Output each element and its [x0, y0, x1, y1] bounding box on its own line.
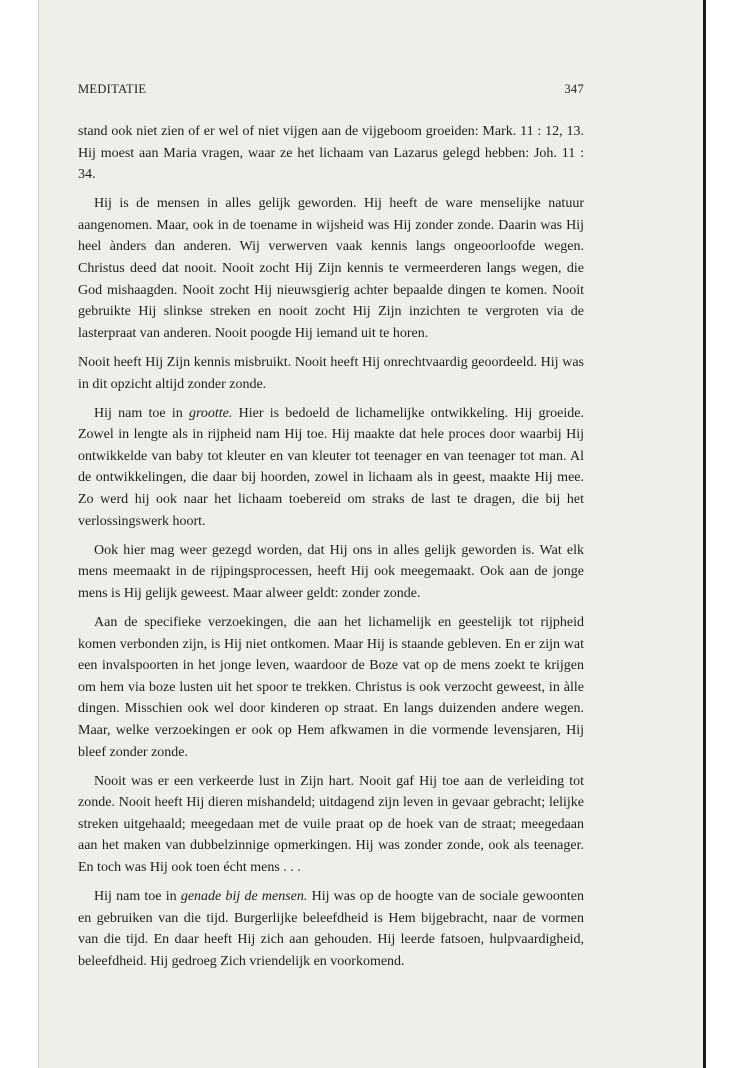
- text-span: Hij nam toe in: [94, 405, 189, 421]
- body-text: [78, 121, 584, 980]
- text-span: Hij nam toe in: [94, 889, 181, 905]
- text-span: Nooit was er een verkeerde lust in Zijn hart. Nooit gaf Hij toe aan de verleiding tot zonde. Nooit heeft Hij dieren mishandeld; uitdagend zijn leven in gevaar gebracht; lelijke streken uitgehaald; meegedaan met de vuile praat op de hoek van de straat; meegedaan aan het maken van dubbelzinnige opmerkingen. Hij was zonder zonde, ook als teenager. En toch was Hij ook toen écht mens . . .: [78, 773, 584, 875]
- text-span: Hier is bedoeld de lichamelijke ontwikkeling. Hij groeide. Zowel in lengte als in rijpheid nam Hij toe. Hij maakte dat hele proces door waarbij Hij ontwikkelde van baby tot kleuter en van kleuter tot teenager en van teenager tot man. Al de ontwikkelingen, die daar bij hoorden, zowel in lichaam als in geest, maakte Hij mee. Zo werd hij ook naar het lichaam toebereid om straks de last te dragen, die bij het verlossingswerk hoort.: [78, 405, 584, 529]
- text-span: Hij was op de hoogte van de sociale gewoonten en gebruiken van die tijd. Burgerlijke beleefdheid is Hem bijgebracht, naar de vormen van die tijd. En daar heeft Hij zich aan gehouden. Hij leerde fatsoen, hulpvaardigheid, beleefdheid. Hij gedroeg Zich vriendelijk en voorkomend.: [78, 889, 584, 969]
- page-left-edge: [38, 0, 39, 1068]
- running-title: MEDITATIE: [78, 82, 147, 96]
- paragraph: [78, 612, 584, 763]
- paragraph: [78, 771, 584, 879]
- page-number: 347: [564, 82, 584, 96]
- paragraph: [78, 540, 584, 605]
- text-span: Ook hier mag weer gezegd worden, dat Hij ons in alles gelijk geworden is. Wat elk mens meemaakt in de rijpingsprocessen, heeft Hij ook meegemaakt. Ook aan de jonge mens is Hij gelijk geweest. Maar alweer geldt: zonder zonde.: [78, 542, 584, 601]
- text-span: Hij is de mensen in alles gelijk geworden. Hij heeft de ware menselijke natuur aangenomen. Maar, ook in de toename in wijsheid was Hij zonder zonde. Daarin was Hij heel ànders dan anderen. Wij verwerven vaak kennis langs ongeoorloofde wegen. Christus deed dat nooit. Nooit zocht Hij Zijn kennis te vermeerderen langs wegen, die God mishaagden. Nooit zocht Hij nieuwsgierig achter bepaalde dingen te komen. Nooit gebruikte Hij slinkse streken en nooit zocht Hij Zijn inzichten te vergroten via de lasterpraat van anderen. Nooit poogde Hij iemand uit te horen.: [78, 196, 584, 341]
- paragraph: [78, 886, 584, 972]
- paragraph: [78, 193, 584, 344]
- text-span: Nooit heeft Hij Zijn kennis misbruikt. Nooit heeft Hij onrechtvaardig geoordeeld. Hij was in dit opzicht altijd zonder zonde.: [78, 354, 584, 392]
- text-span: Aan de specifieke verzoekingen, die aan het lichamelijk en geestelijk tot rijpheid komen verbonden zijn, is Hij niet ontkomen. Maar Hij is staande gebleven. En er zijn wat een invalspoorten in het jonge leven, waardoor de Boze vat op de mens zoekt te krijgen om hem via boze lusten uit het spoor te trekken. Christus is ook verzocht geweest, in àlle dingen. Misschien ook wel door kinderen op straat. En langs duizenden andere wegen. Maar, welke verzoekingen er ook op Hem afkwamen in die vormende levensjaren, Hij bleef zonder zonde.: [78, 614, 584, 760]
- page-right-edge: [703, 0, 706, 1068]
- paragraph: [78, 403, 584, 533]
- italic-phrase: grootte.: [188, 405, 233, 421]
- paragraph: [78, 121, 584, 186]
- text-span: stand ook niet zien of er wel of niet vijgen aan de vijgeboom groeiden: Mark. 11 : 12, 13. Hij moest aan Maria vragen, waar ze het lichaam van Lazarus gelegd hebben: Joh. 11 : 34.: [78, 124, 584, 183]
- italic-phrase: genade bij de mensen.: [180, 889, 308, 905]
- paragraph: [78, 352, 584, 395]
